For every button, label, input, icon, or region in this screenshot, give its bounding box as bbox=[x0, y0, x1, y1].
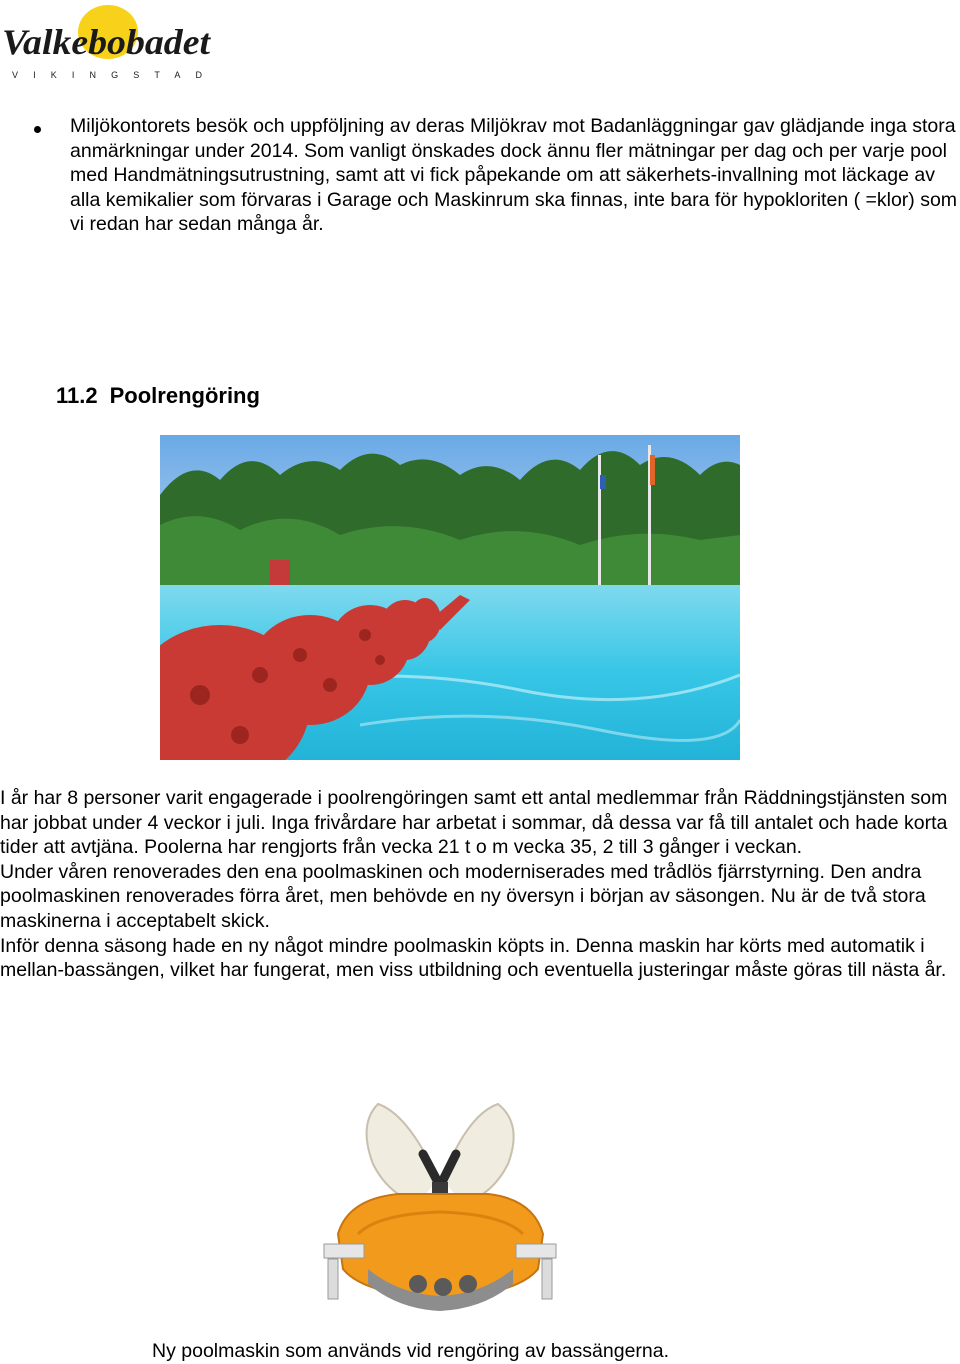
section-number: 11.2 bbox=[56, 383, 98, 408]
logo-subtext: VIKINGSTAD bbox=[12, 70, 202, 80]
paragraph: Under våren renoverades den ena poolmaskinen och moderniserades med trådlös fjärrstyrning. Den andra poolmaskinen renoverades förra året, men behövde en ny översyn i början av säsongen. Nu är de två stora maskinerna i acceptabelt skick. bbox=[0, 860, 926, 932]
section-heading bbox=[56, 383, 260, 409]
valkebobadet-logo bbox=[0, 2, 215, 82]
section-title: Poolrengöring bbox=[109, 383, 260, 408]
pool-lane-photo bbox=[160, 435, 740, 760]
pool-cleaning-robot-photo bbox=[318, 1094, 562, 1324]
paragraph: I år har 8 personer varit engagerade i poolrengöringen samt ett antal medlemmar från Räddningstjänsten som har jobbat under 4 veckor i juli. Inga frivårdare har arbetat i sommar, då dessa var få till antalet och hade korta tider att avtjäna. Poolerna har rengjorts från vecka 21 t o m vecka 35, 2 till 3 gånger i veckan. bbox=[0, 787, 948, 859]
bullet-icon bbox=[34, 126, 41, 133]
body-text bbox=[0, 786, 960, 983]
paragraph: Inför denna säsong hade en ny något mindre poolmaskin köpts in. Denna maskin har körts med automatik i mellan-bassängen, vilket har fungerat, men viss utbildning och eventuella justeringar måste göras till nästa år. bbox=[0, 934, 947, 982]
logo-wordmark: Valkebobadet bbox=[2, 22, 212, 62]
photo-caption: Ny poolmaskin som används vid rengöring av bassängerna. bbox=[152, 1340, 670, 1362]
bullet-text: Miljökontorets besök och uppföljning av deras Miljökrav mot Badanläggningar gav glädjande inga stora anmärkningar under 2014. Som vanligt önskades dock ännu fler mätningar per dag och per varje pool med Handmätningsutrustning, samt att vi fick påpekande om att säkerhets-invallning mot läckage av alla kemikalier som förvaras i Garage och Maskinrum ska finnas, inte bara för hypokloriten ( =klor) som vi redan har sedan många år. bbox=[70, 115, 958, 236]
